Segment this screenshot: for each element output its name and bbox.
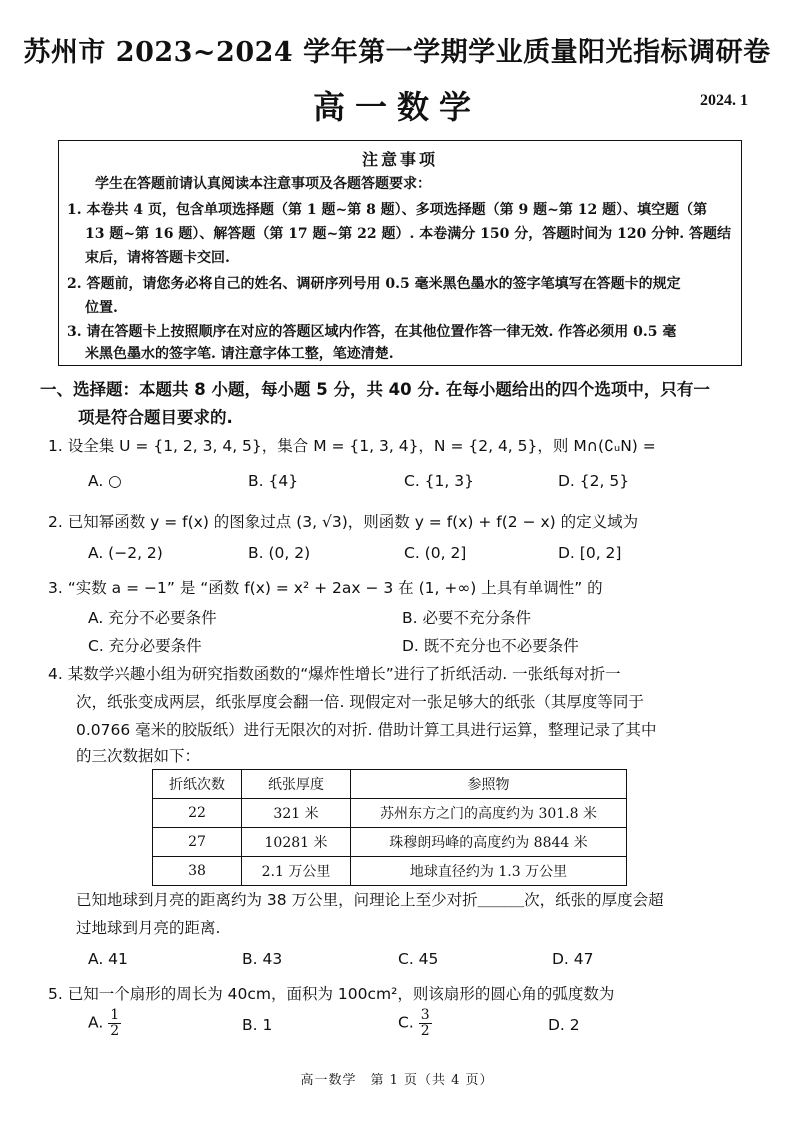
exam-date: 2024. 1 bbox=[700, 92, 748, 109]
question-4-line: 4. 某数学兴趣小组为研究指数函数的“爆炸性增长”进行了折纸活动. 一张纸每对折一 bbox=[48, 665, 621, 683]
exam-title: 苏州市 2023~2024 学年第一学期学业质量阳光指标调研卷 bbox=[23, 37, 771, 68]
table-row bbox=[153, 828, 627, 857]
q3-option-b: B. 必要不充分条件 bbox=[402, 609, 531, 627]
q3-option-a: A. 充分不必要条件 bbox=[88, 609, 217, 627]
table-cell: 22 bbox=[153, 799, 242, 828]
table-row bbox=[153, 857, 627, 886]
question-1-stem: 1. 设全集 U = {1, 2, 3, 4, 5}，集合 M = {1, 3, 4}，N = {2, 4, 5}，则 M∩(∁ᵤN) = bbox=[48, 437, 656, 455]
q3-option-d: D. 既不充分也不必要条件 bbox=[402, 637, 579, 655]
notice-line: 束后，请将答题卡交回. bbox=[85, 250, 230, 266]
fraction-denominator: 2 bbox=[110, 1022, 120, 1039]
q4-option-a: A. 41 bbox=[88, 950, 128, 968]
q5-option-b: B. 1 bbox=[242, 1016, 273, 1034]
q1-option-d: D. {2, 5} bbox=[558, 472, 630, 490]
q5-option-a bbox=[88, 1008, 121, 1038]
section-heading: 一、选择题：本题共 8 小题，每小题 5 分，共 40 分. 在每小题给出的四个选项中，只有一 bbox=[40, 380, 710, 399]
notice-box bbox=[58, 140, 742, 366]
q5-option-c-label: C. bbox=[398, 1013, 414, 1032]
q5-option-a-label: A. bbox=[88, 1013, 104, 1032]
table-header: 折纸次数 bbox=[153, 770, 242, 799]
notice-intro: 学生在答题前请认真阅读本注意事项及各题答题要求： bbox=[95, 176, 431, 192]
q4-option-d: D. 47 bbox=[552, 950, 594, 968]
q5-option-d: D. 2 bbox=[548, 1016, 580, 1034]
page-footer: 高一数学 第 1 页（共 4 页） bbox=[300, 1073, 494, 1088]
table-cell: 321 米 bbox=[242, 799, 351, 828]
table-header-row bbox=[153, 770, 627, 799]
fraction bbox=[108, 1008, 121, 1038]
question-4-line: 0.0766 毫米的胶版纸）进行无限次的对折. 借助计算工具进行运算，整理记录了其中 bbox=[76, 721, 657, 739]
question-4-line: 的三次数据如下： bbox=[76, 747, 201, 765]
question-3-stem: 3. “实数 a = −1” 是 “函数 f(x) = x² + 2ax − 3 在 (1, +∞) 上具有单调性” 的 bbox=[48, 579, 603, 597]
q1-option-a: A. ○ bbox=[88, 472, 122, 490]
table-header: 纸张厚度 bbox=[242, 770, 351, 799]
q4-option-c: C. 45 bbox=[398, 950, 439, 968]
notice-line: 米黑色墨水的签字笔. 请注意字体工整，笔迹清楚. bbox=[85, 346, 394, 362]
fraction-numerator: 1 bbox=[110, 1007, 120, 1023]
notice-line: 13 题~第 16 题）、解答题（第 17 题~第 22 题）. 本卷满分 150 分，答题时间为 120 分钟. 答题结 bbox=[85, 226, 731, 242]
table-header: 参照物 bbox=[351, 770, 627, 799]
table-cell: 10281 米 bbox=[242, 828, 351, 857]
section-heading-cont: 项是符合题目要求的. bbox=[78, 408, 233, 427]
notice-line: 位置. bbox=[85, 300, 118, 316]
table-cell: 27 bbox=[153, 828, 242, 857]
q5-option-c bbox=[398, 1008, 432, 1038]
table-cell: 珠穆朗玛峰的高度约为 8844 米 bbox=[351, 828, 627, 857]
notice-line: 2. 答题前，请您务必将自己的姓名、调研序列号用 0.5 毫米黑色墨水的签字笔填写在答题卡的规定 bbox=[67, 276, 681, 292]
subject-title: 高一数学 bbox=[312, 88, 481, 126]
table-cell: 苏州东方之门的高度约为 301.8 米 bbox=[351, 799, 627, 828]
q4-option-b: B. 43 bbox=[242, 950, 283, 968]
q2-option-d: D. [0, 2] bbox=[558, 544, 622, 562]
question-5-stem: 5. 已知一个扇形的周长为 40cm，面积为 100cm²，则该扇形的圆心角的弧度数为 bbox=[48, 985, 615, 1003]
q1-option-c: C. {1, 3} bbox=[404, 472, 474, 490]
fraction-denominator: 2 bbox=[420, 1022, 430, 1039]
q3-option-c: C. 充分必要条件 bbox=[88, 637, 202, 655]
question-4-after: 过地球到月亮的距离. bbox=[76, 919, 221, 937]
notice-line: 1. 本卷共 4 页，包含单项选择题（第 1 题~第 8 题）、多项选择题（第 9 题~第 12 题）、填空题（第 bbox=[67, 202, 708, 218]
table-row bbox=[153, 799, 627, 828]
question-2-stem: 2. 已知幂函数 y = f(x) 的图象过点 (3, √3)，则函数 y = f(x) + f(2 − x) 的定义域为 bbox=[48, 513, 639, 531]
notice-title: 注意事项 bbox=[361, 150, 438, 169]
fraction bbox=[419, 1008, 432, 1038]
table-cell: 2.1 万公里 bbox=[242, 857, 351, 886]
folding-data-table bbox=[152, 769, 627, 886]
q1-option-b: B. {4} bbox=[248, 472, 299, 490]
q2-option-c: C. (0, 2] bbox=[404, 544, 467, 562]
notice-line: 3. 请在答题卡上按照顺序在对应的答题区域内作答，在其他位置作答一律无效. 作答必须用 0.5 毫 bbox=[67, 324, 677, 340]
q2-option-b: B. (0, 2) bbox=[248, 544, 311, 562]
table-cell: 38 bbox=[153, 857, 242, 886]
question-4-line: 次，纸张变成两层，纸张厚度会翻一倍. 现假定对一张足够大的纸张（其厚度等同于 bbox=[76, 693, 644, 711]
fraction-numerator: 3 bbox=[420, 1007, 430, 1023]
table-cell: 地球直径约为 1.3 万公里 bbox=[351, 857, 627, 886]
question-4-after: 已知地球到月亮的距离约为 38 万公里，问理论上至少对折＿＿＿次，纸张的厚度会超 bbox=[76, 891, 664, 909]
q2-option-a: A. (−2, 2) bbox=[88, 544, 163, 562]
